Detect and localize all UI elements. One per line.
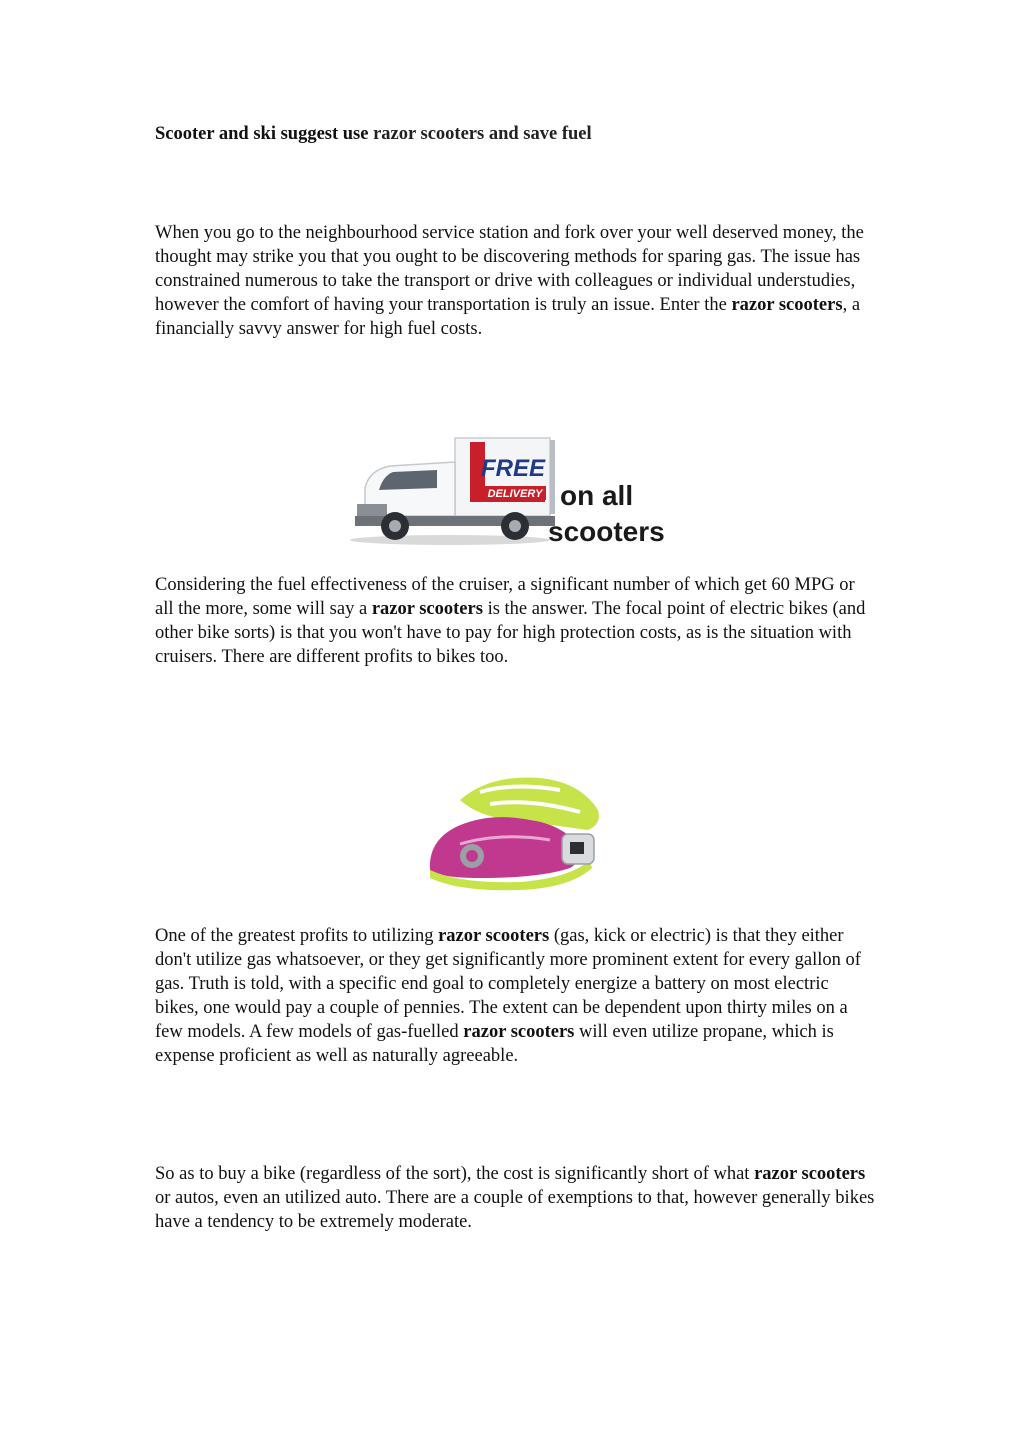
caption-line-2: scooters [548,516,665,547]
keyword-razor-scooters: razor scooters [754,1164,866,1184]
paragraph-1 [155,221,875,341]
paragraph-1-text-a: When you go to the neighbourhood service station and fork over your well deserved money, the thought may strike you that you ought to be discovering methods for sparing gas. The issue has constrained numerous to take the transport or drive with colleagues or individual understudies, however the comfort of having your transportation is truly an issue. Enter the [155,223,864,315]
paragraph-3 [155,924,875,1068]
paragraph-3-text-b: (gas, kick or electric) is that they either don't utilize gas whatsoever, or they get significantly more prominent extent for every gallon of gas. Truth is told, with a specific end goal to completely energize a battery on most electric bikes, one would pay a couple of pennies. The extent can be dependent upon thirty miles on a few models. A few models of gas-fuelled [155,926,861,1042]
paragraph-3-text-c: will even utilize propane, which is expense proficient as well as naturally agreeable. [155,1022,834,1066]
keyword-razor-scooters: razor scooters [731,295,843,315]
caption-line-1: on all [560,480,634,511]
sign-free-text: FREE [480,455,546,482]
title-part-2: razor scooters and save fuel [373,124,592,144]
keyword-razor-scooters-2: razor scooters [463,1022,575,1042]
title-part-1: Scooter and ski suggest use [155,124,374,144]
paragraph-3-text-a: One of the greatest profits to utilizing [155,926,439,946]
keyword-razor-scooters: razor scooters [438,926,550,946]
paragraph-4-text-b: or autos, even an utilized auto. There are a couple of exemptions to that, however generally bikes have a tendency to be extremely moderate. [155,1188,875,1232]
paragraph-2-text-b: is the answer. The focal point of electric bikes (and other bike sorts) is that you won't have to pay for high protection costs, as is the situation with cruisers. There are different profits to bikes too. [155,599,866,667]
paragraph-1-text-b: , a financially savvy answer for high fuel costs. [155,295,861,339]
heelys-shoe-image [420,760,605,900]
paragraph-4-text-a: So as to buy a bike (regardless of the sort), the cost is significantly short of what [155,1164,755,1184]
paragraph-2 [155,573,875,669]
paragraph-4 [155,1162,875,1234]
sign-delivery-text: DELIVERY [487,488,543,500]
keyword-razor-scooters: razor scooters [371,599,483,619]
free-delivery-truck-image [345,430,677,550]
front-shoe-upper [430,817,580,878]
paragraph-2-text-a: Considering the fuel effectiveness of the cruiser, a significant number of which get 60 MPG or all the more, some will say a [155,575,855,619]
document-title [155,124,592,145]
